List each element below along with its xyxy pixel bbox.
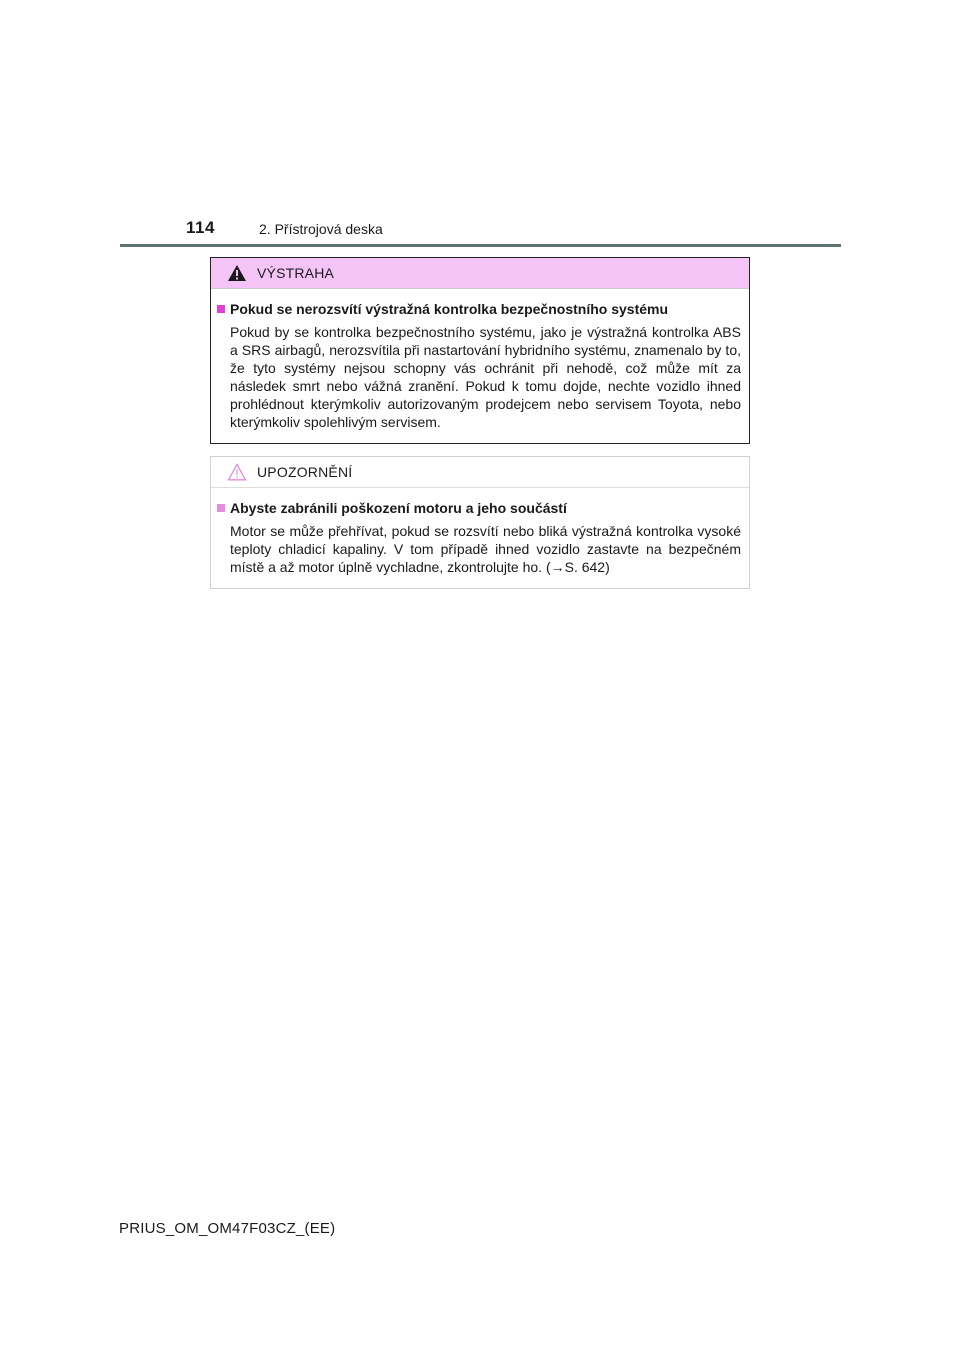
caution-item-title-row [217, 500, 741, 516]
caution-box-body [211, 488, 749, 586]
warning-item-text: Pokud by se kontrolka bezpečnostního systému, jako je výstražná kontrolka ABS a SRS airbagů, nerozsvítila při nastartování hybridního systému, znamenalo by to, že tyto systémy nejsou schopny vás ochránit při nehodě, což může mít za následek smrt nebo vážná zranění. Pokud k tomu dojde, nechte vozidlo ihned prohlédnout kterýmkoliv autorizovaným prodejcem nebo servisem Toyota, nebo kterýmkoliv spolehlivým servisem. [230, 324, 741, 430]
header-rule [120, 244, 841, 247]
page-header [0, 0, 960, 250]
warning-heading: VÝSTRAHA [257, 265, 335, 281]
warning-box-header [211, 258, 749, 289]
warning-box [210, 257, 750, 444]
caution-heading: UPOZORNĚNÍ [257, 464, 353, 480]
warning-filled-triangle-icon [227, 264, 247, 282]
warning-box-body [211, 289, 749, 441]
bullet-square-icon [217, 305, 225, 313]
bullet-square-icon [217, 504, 225, 512]
caution-item-text: Motor se může přehřívat, pokud se rozsvítí nebo bliká výstražná kontrolka vysoké teploty chladicí kapaliny. V tom případě ihned vozidlo zastavte na bezpečném místě a až motor úplně vychladne, zkontrolujte ho. (→S. 642) [230, 523, 741, 575]
caution-item-title: Abyste zabránili poškození motoru a jeho součástí [230, 500, 567, 516]
document-code: PRIUS_OM_OM47F03CZ_(EE) [119, 1220, 336, 1237]
caution-box-header [211, 457, 749, 488]
warning-item-title-row [217, 301, 741, 317]
warning-item-title: Pokud se nerozsvítí výstražná kontrolka bezpečnostního systému [230, 301, 669, 317]
page-number: 114 [186, 218, 215, 237]
caution-box [210, 456, 750, 589]
section-title: 2. Přístrojová deska [259, 221, 383, 237]
caution-outline-triangle-icon [227, 463, 247, 481]
